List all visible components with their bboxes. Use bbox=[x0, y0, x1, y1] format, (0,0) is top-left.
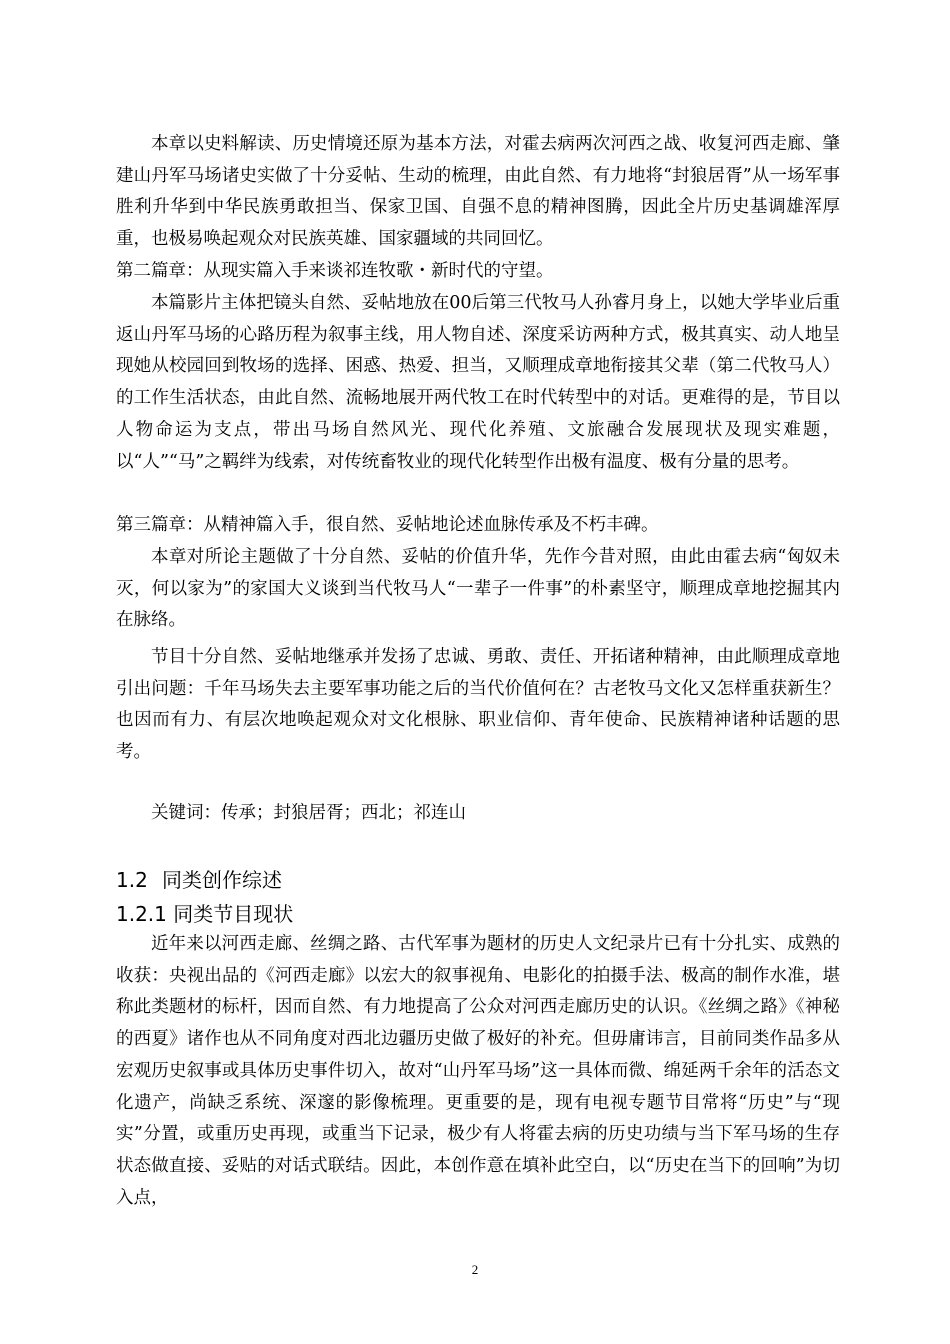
paragraph-chapter3-summary: 本章对所论主题做了十分自然、妥帖的价值升华，先作今昔对照，由此由霍去病“匈奴未灭，何以家为”的家国大义谈到当代牧马人“一辈子一件事”的朴素坚守，顺理成章地挖掘其内在脉络。 bbox=[116, 547, 840, 631]
subsection-heading-1-2-1: 1.2.1 同类节目现状 bbox=[116, 902, 294, 926]
section-number: 1.2 bbox=[116, 868, 148, 892]
keywords-line: 关键词：传承；封狼居胥；西北；祁连山 bbox=[151, 803, 466, 823]
paragraph-similar-programs: 近年来以河西走廊、丝绸之路、古代军事为题材的历史人文纪录片已有十分扎实、成熟的收获：央视出品的《河西走廊》以宏大的叙事视角、电影化的拍摄手法、极高的制作水准，堪称此类题材的标杆，因而自然、有力地提高了公众对河西走廊历史的认识。《丝绸之路》《神秘的西夏》诸作也从不同角度对西北边疆历史做了极好的补充。但毋庸讳言，目前同类作品多从宏观历史叙事或具体历史事件切入，故对“山丹军马场”这一具体而微、绵延两千余年的活态文化遗产，尚缺乏系统、深邃的影像梳理。更重要的是，现有电视专题节目常将“历史”与“现实”分置，或重历史再现，或重当下记录，极少有人将霍去病的历史功绩与当下军马场的生存状态做直接、妥贴的对话式联结。因此，本创作意在填补此空白，以“历史在当下的回响”为切入点， bbox=[116, 934, 840, 1208]
section-title: 同类创作综述 bbox=[162, 868, 282, 892]
section-heading-1-2 bbox=[116, 866, 282, 894]
chapter3-heading: 第三篇章：从精神篇入手，很自然、妥帖地论述血脉传承及不朽丰碑。 bbox=[116, 515, 659, 535]
chapter2-heading: 第二篇章：从现实篇入手来谈祁连牧歌・新时代的守望。 bbox=[116, 261, 554, 281]
paragraph-chapter2-summary: 本篇影片主体把镜头自然、妥帖地放在00后第三代牧马人孙睿月身上，以她大学毕业后重返山丹军马场的心路历程为叙事主线，用人物自述、深度采访两种方式，极其真实、动人地呈现她从校园回到牧场的选择、困惑、热爱、担当，又顺理成章地衔接其父辈（第二代牧马人）的工作生活状态，由此自然、流畅地展开两代牧工在时代转型中的对话。更难得的是，节目以人物命运为支点，带出马场自然风光、现代化养殖、文旅融合发展现状及现实难题，以“人”“马”之羁绊为线索，对传统畜牧业的现代化转型作出极有温度、极有分量的思考。 bbox=[116, 293, 840, 472]
paragraph-program-summary: 节目十分自然、妥帖地继承并发扬了忠诚、勇敢、责任、开拓诸种精神，由此顺理成章地引出问题：千年马场失去主要军事功能之后的当代价值何在？古老牧马文化又怎样重获新生？也因而有力、有层次地唤起观众对文化根脉、职业信仰、青年使命、民族精神诸种话题的思考。 bbox=[116, 647, 840, 763]
page-number: 2 bbox=[471, 1262, 479, 1277]
paragraph-chapter1-summary: 本章以史料解读、历史情境还原为基本方法，对霍去病两次河西之战、收复河西走廊、肇建山丹军马场诸史实做了十分妥帖、生动的梳理，由此自然、有力地将“封狼居胥”从一场军事胜利升华到中华民族勇敢担当、保家卫国、自强不息的精神图腾，因此全片历史基调雄浑厚重，也极易唤起观众对民族英雄、国家疆域的共同回忆。 bbox=[116, 134, 840, 250]
